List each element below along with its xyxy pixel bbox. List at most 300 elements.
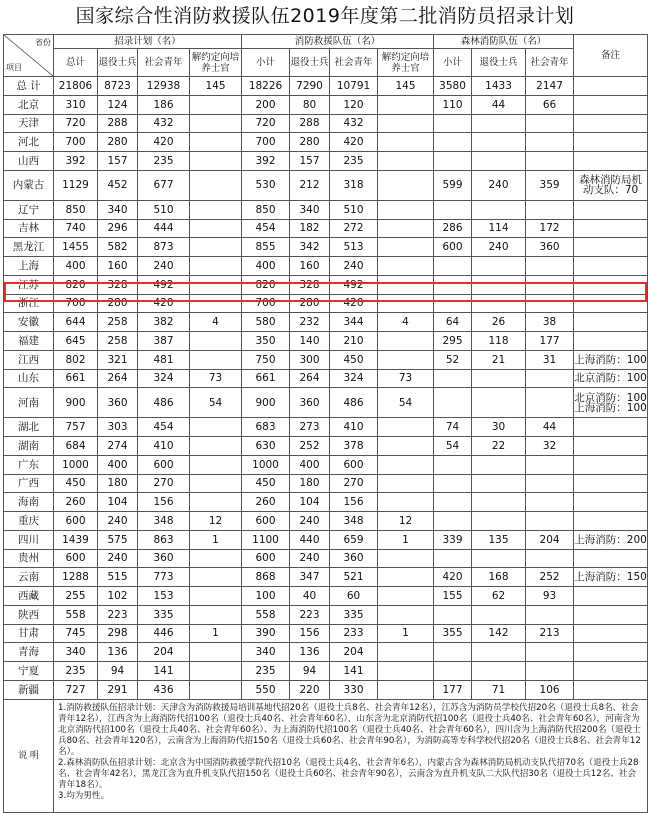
- value-cell: 1288: [54, 568, 98, 587]
- value-cell: 104: [290, 493, 330, 512]
- value-cell: 335: [330, 605, 378, 624]
- value-cell: 4: [378, 313, 434, 332]
- explain-text: [54, 699, 648, 812]
- value-cell: 324: [330, 369, 378, 388]
- value-cell: [190, 643, 242, 662]
- value-cell: [378, 493, 434, 512]
- province-cell: 新疆: [4, 680, 54, 699]
- remark-cell: [574, 418, 648, 437]
- value-cell: 328: [98, 275, 138, 294]
- value-cell: [434, 133, 472, 152]
- page-title: 国家综合性消防救援队伍2019年度第二批消防员招录计划: [75, 5, 575, 27]
- value-cell: [434, 388, 472, 418]
- value-cell: 700: [54, 133, 98, 152]
- value-cell: 444: [138, 219, 190, 238]
- province-cell: 天津: [4, 114, 54, 133]
- value-cell: 255: [54, 587, 98, 606]
- value-cell: [526, 605, 574, 624]
- remark-cell: [574, 219, 648, 238]
- value-cell: 400: [290, 455, 330, 474]
- value-cell: 38: [526, 313, 574, 332]
- value-cell: 298: [98, 624, 138, 643]
- col-veteran-header: 退役士兵: [472, 49, 526, 77]
- value-cell: 118: [472, 332, 526, 351]
- value-cell: [378, 549, 434, 568]
- table-row: [4, 512, 648, 531]
- value-cell: [378, 200, 434, 219]
- value-cell: 240: [472, 170, 526, 200]
- value-cell: 400: [242, 257, 290, 276]
- col-total-header: 总计: [54, 49, 98, 77]
- value-cell: [526, 369, 574, 388]
- province-cell: 广西: [4, 474, 54, 493]
- col-veteran-header: 退役士兵: [98, 49, 138, 77]
- value-cell: 348: [138, 512, 190, 531]
- value-cell: 392: [242, 152, 290, 171]
- remark-cell: [574, 114, 648, 133]
- value-cell: 280: [290, 133, 330, 152]
- value-cell: 12: [378, 512, 434, 531]
- value-cell: 2147: [526, 77, 574, 96]
- value-cell: 382: [138, 313, 190, 332]
- value-cell: [526, 388, 574, 418]
- table-row: [4, 388, 648, 418]
- value-cell: [472, 152, 526, 171]
- value-cell: 240: [290, 512, 330, 531]
- value-cell: [190, 133, 242, 152]
- value-cell: 745: [54, 624, 98, 643]
- value-cell: 223: [290, 605, 330, 624]
- explain-paragraph: 3.均为男性。: [58, 790, 110, 801]
- value-cell: 1: [190, 624, 242, 643]
- remark-cell: [574, 605, 648, 624]
- value-cell: 180: [290, 474, 330, 493]
- value-cell: 94: [290, 662, 330, 681]
- table-row: [4, 350, 648, 369]
- value-cell: 74: [434, 418, 472, 437]
- value-cell: 40: [290, 587, 330, 606]
- value-cell: [378, 418, 434, 437]
- value-cell: [190, 152, 242, 171]
- province-cell: 河北: [4, 133, 54, 152]
- value-cell: 900: [242, 388, 290, 418]
- value-cell: 156: [138, 493, 190, 512]
- value-cell: 1: [190, 530, 242, 549]
- value-cell: 1439: [54, 530, 98, 549]
- value-cell: [472, 257, 526, 276]
- value-cell: [472, 294, 526, 313]
- value-cell: [190, 257, 242, 276]
- remark-cell: [574, 549, 648, 568]
- value-cell: 900: [54, 388, 98, 418]
- remark-cell: [574, 133, 648, 152]
- value-cell: 4: [190, 313, 242, 332]
- value-cell: [472, 388, 526, 418]
- value-cell: 599: [434, 170, 472, 200]
- value-cell: 280: [98, 133, 138, 152]
- value-cell: 387: [138, 332, 190, 351]
- value-cell: 600: [330, 455, 378, 474]
- value-cell: 71: [472, 680, 526, 699]
- remark-cell: [574, 437, 648, 456]
- value-cell: 342: [290, 238, 330, 257]
- value-cell: 120: [330, 95, 378, 114]
- value-cell: [378, 643, 434, 662]
- remark-cell: [574, 294, 648, 313]
- value-cell: [190, 568, 242, 587]
- value-cell: 400: [98, 455, 138, 474]
- value-cell: 264: [290, 369, 330, 388]
- province-cell: 西藏: [4, 587, 54, 606]
- value-cell: 360: [330, 549, 378, 568]
- explain-paragraph: 1.消防救援队伍招录计划：天津含为消防救援局培训基地代招20名（退役士兵8名、社会青年12名），江苏含为消防员学校代招20名（退役士兵8名、社会青年12名），江西含为上海消防代招100名（退役士兵40名、社会青年60名），山东含为北京消防代招100名（退役士兵40名、社会青年60名），河南含为北京消防代招100名（退役士兵40名、社会青年60名）、为上海消防代招100名（退役士兵40名、社会青年60名），四川含为上海消防代招200名（退役士兵80名、社会青年120名），云南含为上海消防代招150名（退役士兵60名、社会青年90名），为消防高等专科学校代招20名（退役士兵8名、社会青年12名）。: [58, 702, 641, 757]
- value-cell: [190, 170, 242, 200]
- table-row: [4, 95, 648, 114]
- value-cell: 157: [290, 152, 330, 171]
- value-cell: 432: [138, 114, 190, 133]
- value-cell: 182: [290, 219, 330, 238]
- value-cell: [190, 587, 242, 606]
- value-cell: 180: [98, 474, 138, 493]
- value-cell: 700: [242, 133, 290, 152]
- value-cell: 168: [472, 568, 526, 587]
- value-cell: 355: [434, 624, 472, 643]
- value-cell: [526, 493, 574, 512]
- province-cell: 湖北: [4, 418, 54, 437]
- value-cell: 204: [526, 530, 574, 549]
- remark-cell: 上海消防：150: [574, 568, 648, 587]
- value-cell: [378, 350, 434, 369]
- value-cell: 274: [98, 437, 138, 456]
- value-cell: 172: [526, 219, 574, 238]
- value-cell: 855: [242, 238, 290, 257]
- value-cell: 114: [472, 219, 526, 238]
- value-cell: [434, 455, 472, 474]
- value-cell: 492: [330, 275, 378, 294]
- province-cell: 河南: [4, 388, 54, 418]
- value-cell: 258: [98, 313, 138, 332]
- remark-cell: [574, 474, 648, 493]
- value-cell: 288: [98, 114, 138, 133]
- value-cell: 102: [98, 587, 138, 606]
- value-cell: 73: [378, 369, 434, 388]
- value-cell: 270: [330, 474, 378, 493]
- value-cell: [378, 680, 434, 699]
- value-cell: [434, 549, 472, 568]
- value-cell: 420: [138, 294, 190, 313]
- value-cell: 135: [472, 530, 526, 549]
- value-cell: 454: [138, 418, 190, 437]
- value-cell: [378, 587, 434, 606]
- table-row: [4, 437, 648, 456]
- value-cell: 750: [242, 350, 290, 369]
- value-cell: [526, 200, 574, 219]
- value-cell: 26: [472, 313, 526, 332]
- value-cell: [472, 662, 526, 681]
- remark-cell: [574, 95, 648, 114]
- remark-cell: [574, 257, 648, 276]
- remark-cell: [574, 455, 648, 474]
- province-cell: 安徽: [4, 313, 54, 332]
- table-row: [4, 474, 648, 493]
- value-cell: 186: [138, 95, 190, 114]
- value-cell: [472, 114, 526, 133]
- table-row: [4, 643, 648, 662]
- value-cell: [472, 474, 526, 493]
- value-cell: [378, 219, 434, 238]
- col-subtotal-header: 小计: [434, 49, 472, 77]
- province-cell: 宁夏: [4, 662, 54, 681]
- value-cell: [190, 219, 242, 238]
- remark-cell: [574, 624, 648, 643]
- value-cell: [434, 474, 472, 493]
- value-cell: 450: [242, 474, 290, 493]
- table-row: [4, 530, 648, 549]
- province-cell: 重庆: [4, 512, 54, 531]
- value-cell: [378, 605, 434, 624]
- value-cell: 212: [290, 170, 330, 200]
- table-row: [4, 238, 648, 257]
- value-cell: 80: [290, 95, 330, 114]
- value-cell: 31: [526, 350, 574, 369]
- value-cell: 177: [434, 680, 472, 699]
- remark-cell: [574, 313, 648, 332]
- corner-item-label: 项目: [6, 63, 22, 72]
- value-cell: 21806: [54, 77, 98, 96]
- value-cell: 233: [330, 624, 378, 643]
- value-cell: 52: [434, 350, 472, 369]
- table-row: [4, 493, 648, 512]
- value-cell: 492: [138, 275, 190, 294]
- value-cell: [378, 474, 434, 493]
- value-cell: 12938: [138, 77, 190, 96]
- group-rescue-header: 消防救援队伍（名）: [242, 35, 434, 49]
- value-cell: 1433: [472, 77, 526, 96]
- value-cell: 200: [242, 95, 290, 114]
- remark-cell: [574, 238, 648, 257]
- value-cell: 1000: [242, 455, 290, 474]
- province-cell: 陕西: [4, 605, 54, 624]
- value-cell: [472, 369, 526, 388]
- value-cell: [190, 294, 242, 313]
- value-cell: 661: [54, 369, 98, 388]
- value-cell: 600: [434, 238, 472, 257]
- value-cell: 360: [526, 238, 574, 257]
- table-row: [4, 77, 648, 96]
- value-cell: 258: [98, 332, 138, 351]
- value-cell: 420: [330, 294, 378, 313]
- value-cell: 223: [98, 605, 138, 624]
- value-cell: [378, 275, 434, 294]
- value-cell: 700: [242, 294, 290, 313]
- value-cell: [190, 95, 242, 114]
- value-cell: 1: [378, 624, 434, 643]
- value-cell: 73: [190, 369, 242, 388]
- table-row: [4, 294, 648, 313]
- value-cell: [526, 257, 574, 276]
- value-cell: [378, 257, 434, 276]
- value-cell: [434, 369, 472, 388]
- value-cell: 310: [54, 95, 98, 114]
- value-cell: [378, 238, 434, 257]
- value-cell: [378, 152, 434, 171]
- value-cell: 350: [242, 332, 290, 351]
- table-row: [4, 587, 648, 606]
- value-cell: 360: [98, 388, 138, 418]
- value-cell: [378, 95, 434, 114]
- remark-cell: [574, 493, 648, 512]
- value-cell: 600: [138, 455, 190, 474]
- value-cell: [378, 294, 434, 313]
- value-cell: 252: [526, 568, 574, 587]
- table-row: [4, 200, 648, 219]
- value-cell: 235: [138, 152, 190, 171]
- value-cell: 106: [526, 680, 574, 699]
- value-cell: 142: [472, 624, 526, 643]
- value-cell: 260: [54, 493, 98, 512]
- remark-cell: 上海消防：100: [574, 350, 648, 369]
- value-cell: 240: [472, 238, 526, 257]
- value-cell: 153: [138, 587, 190, 606]
- value-cell: 340: [54, 643, 98, 662]
- value-cell: 141: [330, 662, 378, 681]
- value-cell: [472, 133, 526, 152]
- value-cell: 359: [526, 170, 574, 200]
- value-cell: [472, 605, 526, 624]
- value-cell: 868: [242, 568, 290, 587]
- value-cell: 272: [330, 219, 378, 238]
- value-cell: 1455: [54, 238, 98, 257]
- value-cell: 644: [54, 313, 98, 332]
- value-cell: 360: [290, 388, 330, 418]
- value-cell: 235: [330, 152, 378, 171]
- table-row: [4, 568, 648, 587]
- value-cell: 582: [98, 238, 138, 257]
- value-cell: 177: [526, 332, 574, 351]
- value-cell: 210: [330, 332, 378, 351]
- value-cell: [472, 643, 526, 662]
- value-cell: 156: [330, 493, 378, 512]
- value-cell: [472, 512, 526, 531]
- value-cell: 204: [138, 643, 190, 662]
- value-cell: [434, 257, 472, 276]
- province-cell: 四川: [4, 530, 54, 549]
- value-cell: [434, 512, 472, 531]
- col-directed-header: 解约定向培养士官: [378, 49, 434, 77]
- col-youth-header: 社会青年: [138, 49, 190, 77]
- value-cell: 18226: [242, 77, 290, 96]
- value-cell: 12: [190, 512, 242, 531]
- recruit-plan-table: [3, 34, 648, 813]
- col-veteran-header: 退役士兵: [290, 49, 330, 77]
- value-cell: [190, 238, 242, 257]
- remark-header: 备注: [574, 35, 648, 77]
- header-corner-cell: [4, 35, 54, 77]
- value-cell: 66: [526, 95, 574, 114]
- value-cell: 600: [54, 512, 98, 531]
- remark-cell: [574, 662, 648, 681]
- value-cell: [526, 643, 574, 662]
- value-cell: [434, 294, 472, 313]
- value-cell: 773: [138, 568, 190, 587]
- value-cell: 94: [98, 662, 138, 681]
- remark-cell: [574, 643, 648, 662]
- value-cell: 44: [472, 95, 526, 114]
- value-cell: [526, 662, 574, 681]
- value-cell: 295: [434, 332, 472, 351]
- table-row: [4, 170, 648, 200]
- value-cell: [526, 474, 574, 493]
- remark-cell: [574, 680, 648, 699]
- province-cell: 北京: [4, 95, 54, 114]
- value-cell: 54: [434, 437, 472, 456]
- table-row: [4, 313, 648, 332]
- value-cell: [434, 152, 472, 171]
- table-row: [4, 152, 648, 171]
- value-cell: 280: [98, 294, 138, 313]
- value-cell: [472, 200, 526, 219]
- province-cell: 湖南: [4, 437, 54, 456]
- value-cell: 54: [378, 388, 434, 418]
- col-youth-header: 社会青年: [330, 49, 378, 77]
- province-cell: 内蒙古: [4, 170, 54, 200]
- value-cell: 324: [138, 369, 190, 388]
- value-cell: 720: [242, 114, 290, 133]
- value-cell: 802: [54, 350, 98, 369]
- value-cell: 600: [242, 512, 290, 531]
- value-cell: [378, 568, 434, 587]
- value-cell: 157: [98, 152, 138, 171]
- value-cell: 156: [290, 624, 330, 643]
- province-cell: 上海: [4, 257, 54, 276]
- value-cell: [526, 114, 574, 133]
- value-cell: [526, 294, 574, 313]
- value-cell: 145: [190, 77, 242, 96]
- value-cell: 252: [290, 437, 330, 456]
- value-cell: 360: [138, 549, 190, 568]
- value-cell: 452: [98, 170, 138, 200]
- value-cell: [190, 455, 242, 474]
- col-subtotal-header: 小计: [242, 49, 290, 77]
- value-cell: 235: [242, 662, 290, 681]
- remark-cell: 北京消防：100 上海消防：100: [574, 388, 648, 418]
- value-cell: 330: [330, 680, 378, 699]
- province-cell: 福建: [4, 332, 54, 351]
- value-cell: 727: [54, 680, 98, 699]
- value-cell: [378, 133, 434, 152]
- value-cell: 677: [138, 170, 190, 200]
- value-cell: 140: [290, 332, 330, 351]
- value-cell: 220: [290, 680, 330, 699]
- value-cell: [472, 549, 526, 568]
- province-cell: 贵州: [4, 549, 54, 568]
- value-cell: 145: [378, 77, 434, 96]
- explain-label: 说 明: [4, 699, 54, 812]
- value-cell: [378, 662, 434, 681]
- value-cell: [190, 605, 242, 624]
- value-cell: 1000: [54, 455, 98, 474]
- value-cell: 820: [54, 275, 98, 294]
- value-cell: 645: [54, 332, 98, 351]
- table-row: [4, 275, 648, 294]
- value-cell: 740: [54, 219, 98, 238]
- value-cell: 348: [330, 512, 378, 531]
- value-cell: 390: [242, 624, 290, 643]
- value-cell: [190, 474, 242, 493]
- value-cell: [526, 152, 574, 171]
- value-cell: 580: [242, 313, 290, 332]
- value-cell: 600: [54, 549, 98, 568]
